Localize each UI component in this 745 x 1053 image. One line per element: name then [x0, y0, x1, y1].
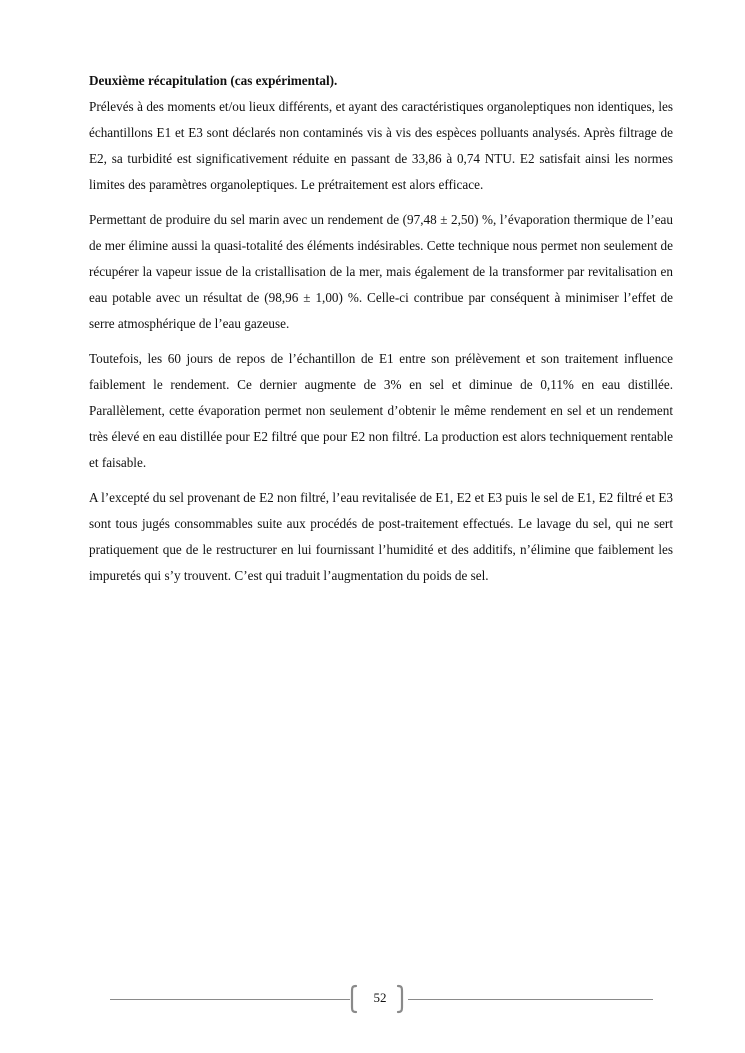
right-bracket-icon — [372, 984, 406, 1014]
paragraph-2: Permettant de produire du sel marin avec un rendement de (97,48 ± 2,50) %, l’évaporation thermique de l’eau de mer élimine aussi la quasi-totalité des éléments indésirables. Cette technique nous permet non seulement de récupérer la vapeur issue de la cristallisation de la mer, mais également de la transformer par revitalisation en eau potable avec un résultat de (98,96 ± 1,00) %. Celle-ci contribue par conséquent à minimiser l’effet de serre atmosphérique de l’eau gazeuse. — [89, 212, 673, 331]
paragraph-4: A l’excepté du sel provenant de E2 non filtré, l’eau revitalisée de E1, E2 et E3 puis le sel de E1, E2 filtré et E3 sont tous jugés consommables suite aux procédés de post-traitement effectués. Le lavage du sel, qui ne sert pratiquement que de le restructurer en lui fournissant l’humidité et des additifs, n’élimine que faiblement les impuretés qui s’y trouvent. C’est qui traduit l’augmentation du poids de sel. — [89, 490, 673, 583]
paragraph-3: Toutefois, les 60 jours de repos de l’échantillon de E1 entre son prélèvement et son traitement influence faiblement le rendement. Ce dernier augmente de 3% en sel et diminue de 0,11% en eau distillée. Parallèlement, cette évaporation permet non seulement d’obtenir le même rendement en sel et un rendement très élevé en eau distillée pour E2 filtré que pour E2 non filtré. La production est alors techniquement rentable et faisable. — [89, 351, 673, 470]
paragraph-1: Prélevés à des moments et/ou lieux différents, et ayant des caractéristiques organoleptiques non identiques, les échantillons E1 et E3 sont déclarés non contaminés vis à vis des espèces polluants analysés. Après filtrage de E2, sa turbidité est significativement réduite en passant de 33,86 à 0,74 NTU. E2 satisfait ainsi les normes limites des paramètres organoleptiques. Le prétraitement est alors efficace. — [89, 99, 673, 192]
page-footer — [110, 984, 655, 1014]
section-heading: Deuxième récapitulation (cas expérimental). — [89, 73, 338, 88]
page-number: 52 — [373, 990, 387, 1005]
footer-rule-right — [408, 999, 653, 1000]
footer-rule-left — [110, 999, 350, 1000]
page-content — [89, 68, 673, 598]
